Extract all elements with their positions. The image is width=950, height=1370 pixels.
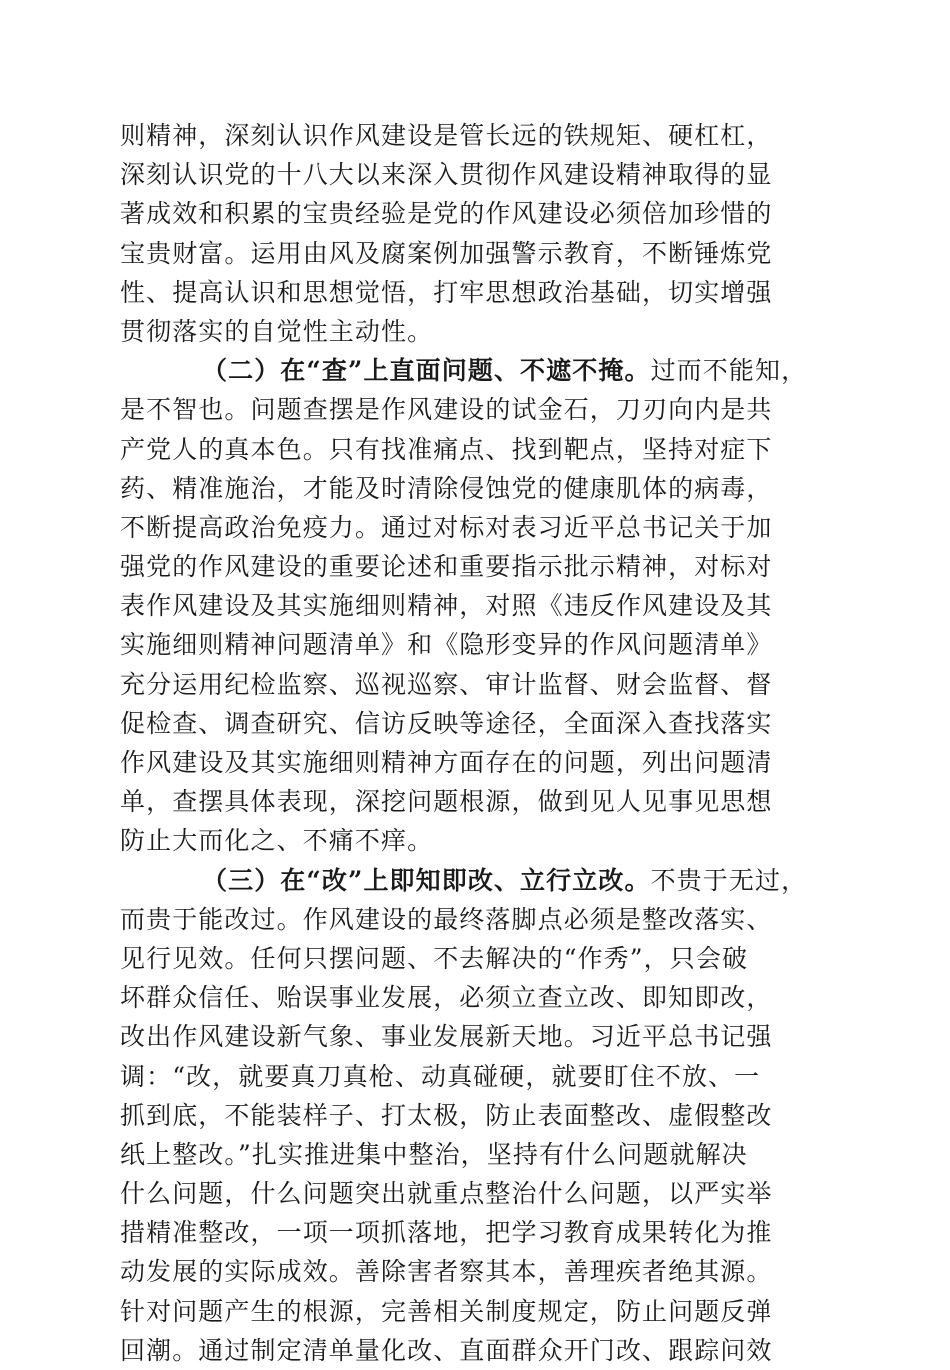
section-heading-line <box>120 351 840 390</box>
text-line: 充分运用纪检监察、巡视巡察、审计监督、财会监督、督 <box>120 669 773 699</box>
body-text <box>120 116 840 1370</box>
section-heading-3: （三）在“改”上即知即改、立行立改。 <box>202 865 651 895</box>
text-line: 抓到底，不能装样子、打太极，防止表面整改、虚假整改 <box>120 1100 773 1130</box>
text-line: 改出作风建设新气象、事业发展新天地。习近平总书记强 <box>120 1022 773 1052</box>
text-line: 表作风建设及其实施细则精神，对照《违反作风建设及其 <box>120 591 773 621</box>
text-line: 作风建设及其实施细则精神方面存在的问题，列出问题清 <box>120 748 773 777</box>
text-segment: 不贵于无过， <box>650 865 808 895</box>
text-line: 深刻认识党的十八大以来深入贯彻作风建设精神取得的显 <box>120 160 773 190</box>
text-line: 动发展的实际成效。善除害者察其本，善理疾者绝其源。 <box>120 1257 773 1287</box>
text-line: 回潮。通过制定清单量化改、直面群众开门改、跟踪问效 <box>120 1335 773 1365</box>
text-segment: 过而不能知， <box>650 356 808 386</box>
text-line: 单，查摆具体表现，深挖问题根源，做到见人见事见思想 <box>120 787 773 817</box>
text-line: 贯彻落实的自觉性主动性。 <box>120 316 434 346</box>
text-line: 促检查、调查研究、信访反映等途径，全面深入查找落实 <box>120 708 773 738</box>
text-line: 则精神，深刻认识作风建设是管长远的铁规矩、硬杠杠， <box>120 121 773 150</box>
text-line: 宝贵财富。运用由风及腐案例加强警示教育，不断锤炼党 <box>120 238 773 268</box>
text-line: 实施细则精神问题清单》和《隐形变异的作风问题清单》 <box>120 630 773 660</box>
text-line: 措精准整改，一项一项抓落地，把学习教育成果转化为推 <box>120 1218 773 1248</box>
section-heading-line <box>120 861 840 900</box>
text-line: 不断提高政治免疫力。通过对标对表习近平总书记关于加 <box>120 512 773 542</box>
text-line: 纸上整改。”扎实推进集中整治，坚持有什么问题就解决 <box>120 1139 748 1169</box>
section-heading-2: （二）在“查”上直面问题、不遮不掩。 <box>202 356 651 386</box>
text-line: 是不智也。问题查摆是作风建设的试金石，刀刃向内是共 <box>120 395 773 425</box>
text-line: 强党的作风建设的重要论述和重要指示批示精神，对标对 <box>120 552 773 582</box>
text-line: 针对问题产生的根源，完善相关制度规定，防止问题反弹 <box>120 1296 773 1326</box>
text-line: 著成效和积累的宝贵经验是党的作风建设必须倍加珍惜的 <box>120 199 773 229</box>
text-line: 产党人的真本色。只有找准痛点、找到靶点，坚持对症下 <box>120 434 773 464</box>
text-line: 性、提高认识和思想觉悟，打牢思想政治基础，切实增强 <box>120 277 773 307</box>
text-line: 防止大而化之、不痛不痒。 <box>120 826 434 856</box>
text-line: 而贵于能改过。作风建设的最终落脚点必须是整改落实、 <box>120 904 773 934</box>
text-line: 药、精准施治，才能及时清除侵蚀党的健康肌体的病毒， <box>120 473 773 503</box>
text-line: 什么问题，什么问题突出就重点整治什么问题，以严实举 <box>120 1179 773 1209</box>
text-line: 见行见效。任何只摆问题、不去解决的“作秀”，只会破 <box>120 943 749 973</box>
text-line: 调：“改，就要真刀真枪、动真碰硬，就要盯住不放、一 <box>120 1061 761 1091</box>
text-line: 坏群众信任、贻误事业发展，必须立查立改、即知即改， <box>120 983 773 1013</box>
